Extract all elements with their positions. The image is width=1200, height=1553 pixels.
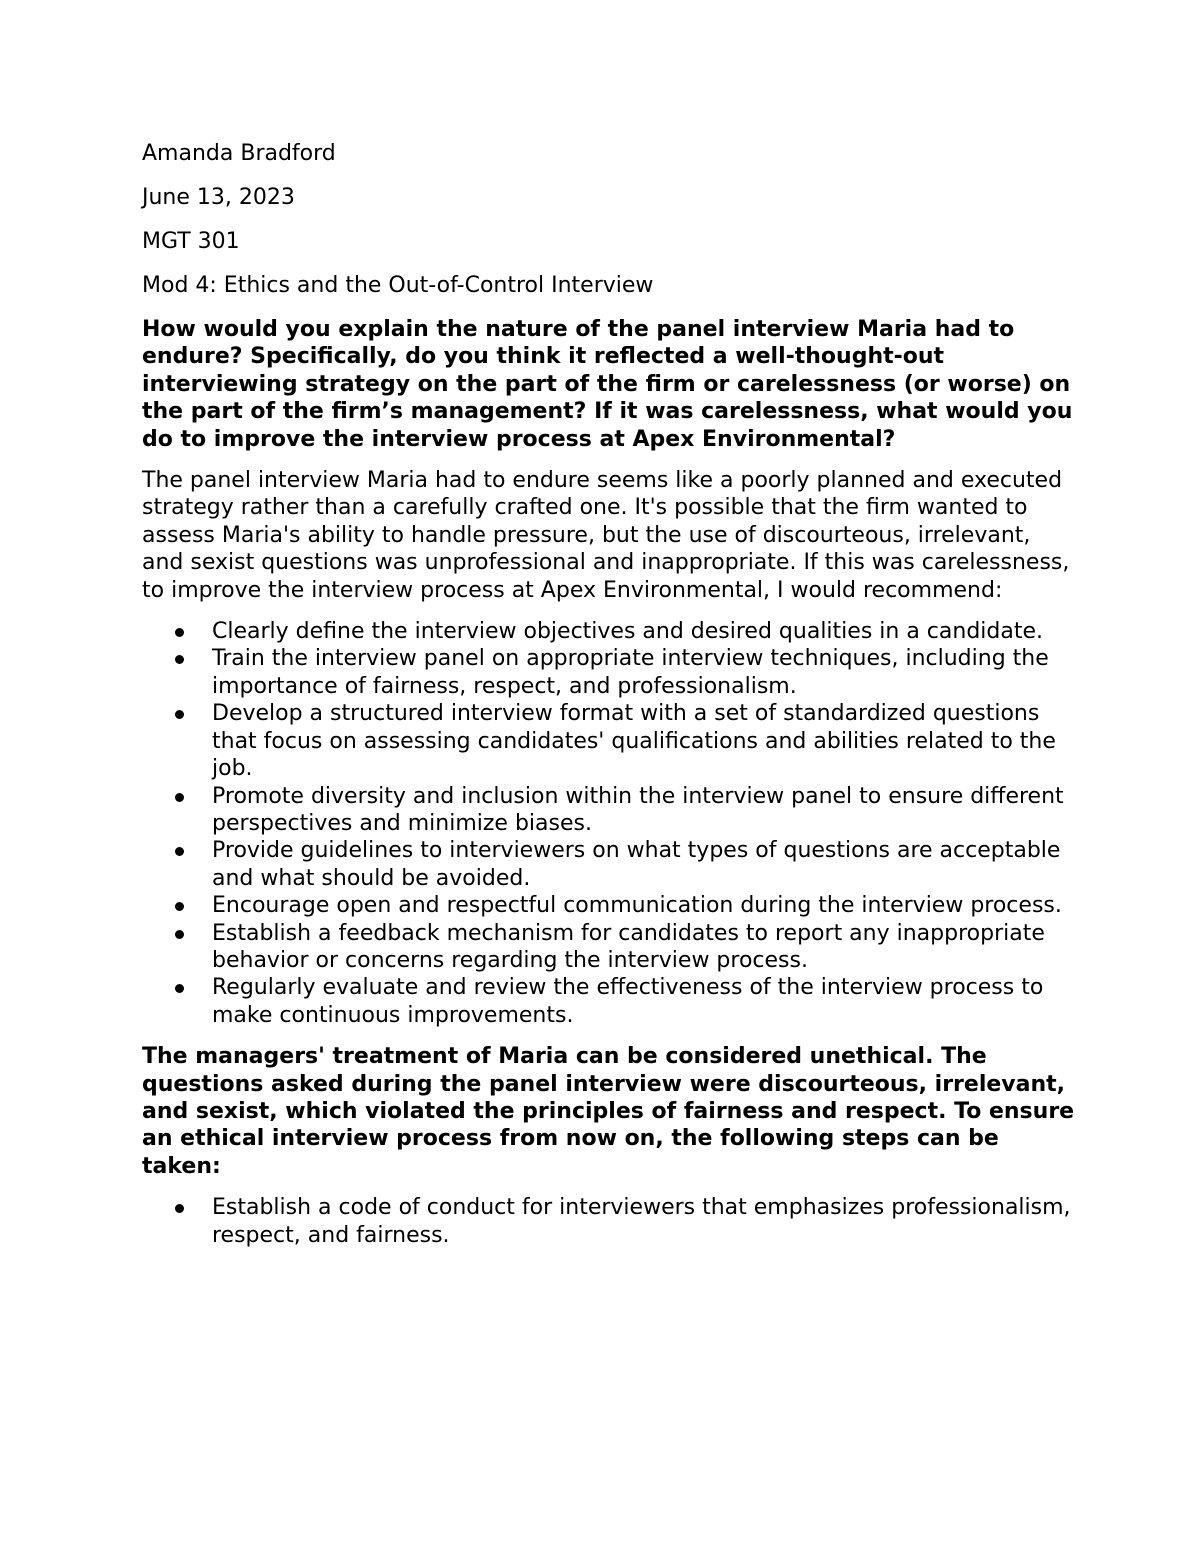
assignment-title: Mod 4: Ethics and the Out-of-Control Interview bbox=[142, 273, 654, 298]
list-item bbox=[142, 645, 1077, 700]
list-item-text: Establish a code of conduct for interviewers that emphasizes professionalism, respect, and fairness. bbox=[212, 1195, 1071, 1248]
list-item-text: Promote diversity and inclusion within the interview panel to ensure different perspectives and minimize biases. bbox=[212, 783, 1064, 836]
list-item-text: Regularly evaluate and review the effectiveness of the interview process to make continuous improvements. bbox=[212, 975, 1044, 1028]
bullet-icon bbox=[175, 710, 184, 719]
list-item-text: Establish a feedback mechanism for candidates to report any inappropriate behavior or concerns regarding the interview process. bbox=[212, 920, 1045, 973]
document-page bbox=[142, 140, 1077, 1263]
list-item bbox=[142, 920, 1077, 975]
list-item bbox=[142, 892, 1077, 919]
list-item bbox=[142, 783, 1077, 838]
bullet-icon bbox=[175, 902, 184, 911]
list-item-text: Encourage open and respectful communication during the interview process. bbox=[212, 893, 1062, 919]
bullet-icon bbox=[175, 655, 184, 664]
bullet-icon bbox=[175, 793, 184, 802]
question-heading: How would you explain the nature of the panel interview Maria had to endure? Specifically, do you think it reflected a well-thought-out interviewing strategy on the part of the firm or carelessness (or worse) on the part of the firm’s management? If it was carelessness, what would you do to improve the interview process at Apex Environmental? bbox=[142, 317, 1073, 452]
bullet-icon bbox=[175, 1204, 184, 1213]
recommendation-list bbox=[142, 618, 1077, 1029]
bullet-icon bbox=[175, 628, 184, 637]
list-item-text: Provide guidelines to interviewers on what types of questions are acceptable and what should be avoided. bbox=[212, 838, 1061, 891]
list-item-text: Train the interview panel on appropriate interview techniques, including the importance of fairness, respect, and professionalism. bbox=[212, 646, 1049, 699]
document-date: June 13, 2023 bbox=[142, 185, 295, 210]
bullet-icon bbox=[175, 930, 184, 939]
bullet-icon bbox=[175, 847, 184, 856]
author-name: Amanda Bradford bbox=[142, 141, 336, 166]
list-item bbox=[142, 1194, 1077, 1249]
list-item bbox=[142, 974, 1077, 1029]
list-item-text: Develop a structured interview format with a set of standardized questions that focus on assessing candidates' qualifications and abilities related to the job. bbox=[212, 701, 1056, 782]
list-item bbox=[142, 618, 1077, 645]
answer-paragraph: The panel interview Maria had to endure seems like a poorly planned and executed strategy rather than a carefully crafted one. It's possible that the firm wanted to assess Maria's ability to handle pressure, but the use of discourteous, irrelevant, and sexist questions was unprofessional and inappropriate. If this was carelessness, to improve the interview process at Apex Environmental, I would recommend: bbox=[142, 468, 1070, 603]
steps-list bbox=[142, 1194, 1077, 1249]
list-item bbox=[142, 837, 1077, 892]
list-item-text: Clearly define the interview objectives and desired qualities in a candidate. bbox=[212, 619, 1043, 645]
bullet-icon bbox=[175, 984, 184, 993]
list-item bbox=[142, 700, 1077, 782]
course-code: MGT 301 bbox=[142, 229, 240, 254]
ethics-statement: The managers' treatment of Maria can be considered unethical. The questions asked during the panel interview were discourteous, irrelevant, and sexist, which violated the principles of fairness and respect. To ensure an ethical interview process from now on, the following steps can be taken: bbox=[142, 1044, 1075, 1179]
